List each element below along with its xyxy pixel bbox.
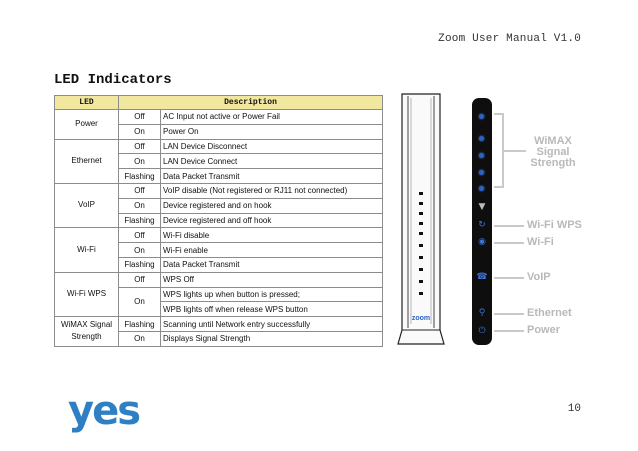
wps-leader xyxy=(494,225,524,227)
led-name-line: WiMAX Signal xyxy=(60,319,113,329)
description-cell: Data Packet Transmit xyxy=(161,169,383,184)
description-cell: Data Packet Transmit xyxy=(161,257,383,272)
callout-ethernet: Ethernet xyxy=(527,307,572,319)
wifi-leader xyxy=(494,242,524,244)
power-icon: ⏻ xyxy=(478,326,486,336)
signal-led-dot xyxy=(479,186,484,191)
device-brand: zoom xyxy=(411,315,431,322)
callout-wimax-signal xyxy=(530,136,576,169)
led-name-power: Power xyxy=(55,110,119,140)
state-cell: On xyxy=(119,243,161,258)
section-title: LED Indicators xyxy=(54,72,172,88)
led-name-wifi: Wi-Fi xyxy=(55,228,119,272)
power-leader xyxy=(494,330,524,332)
description-cell: WPS Off xyxy=(161,272,383,287)
description-cell: Scanning until Network entry successfully xyxy=(161,317,383,332)
signal-led-dot xyxy=(479,136,484,141)
wifi-icon: ◉ xyxy=(478,237,486,247)
state-cell: Flashing xyxy=(119,317,161,332)
led-name-ethernet: Ethernet xyxy=(55,139,119,183)
callout-wifi-wps: Wi-Fi WPS xyxy=(527,219,582,231)
callout-line: WiMAX xyxy=(534,135,572,147)
yes-logo xyxy=(66,390,158,436)
manual-title: Zoom User Manual V1.0 xyxy=(438,33,581,45)
table-row xyxy=(55,317,383,332)
led-name-wps: Wi-Fi WPS xyxy=(55,272,119,316)
callout-line: Signal xyxy=(536,146,570,158)
state-cell: Off xyxy=(119,183,161,198)
state-cell: Flashing xyxy=(119,213,161,228)
description-cell: WPB lights off when release WPS button xyxy=(161,302,383,317)
description-cell: Displays Signal Strength xyxy=(161,331,383,346)
wps-icon: ↻ xyxy=(478,220,486,230)
header-description: Description xyxy=(119,96,383,110)
signal-icon: ▼ xyxy=(478,202,486,212)
led-name-wimax xyxy=(55,317,119,347)
led-table xyxy=(54,95,383,347)
state-cell: Flashing xyxy=(119,257,161,272)
table-row xyxy=(55,272,383,287)
state-cell: Off xyxy=(119,272,161,287)
header-led: LED xyxy=(55,96,119,110)
table-row xyxy=(55,110,383,125)
state-cell: On xyxy=(119,198,161,213)
state-cell: Flashing xyxy=(119,169,161,184)
logo-text: yes xyxy=(68,390,140,434)
table-row xyxy=(55,228,383,243)
led-panel xyxy=(472,98,492,345)
state-cell: On xyxy=(119,124,161,139)
description-cell: LAN Device Connect xyxy=(161,154,383,169)
signal-leader xyxy=(504,150,526,152)
callout-line: Strength xyxy=(530,157,576,169)
description-cell: Power On xyxy=(161,124,383,139)
table-row xyxy=(55,139,383,154)
description-cell: Wi-Fi enable xyxy=(161,243,383,258)
callout-voip: VoIP xyxy=(527,271,551,283)
signal-led-dot xyxy=(479,170,484,175)
signal-led-dot xyxy=(479,153,484,158)
signal-led-dot xyxy=(479,114,484,119)
table-header-row xyxy=(55,96,383,110)
table-row xyxy=(55,183,383,198)
description-cell: WPS lights up when button is pressed; xyxy=(161,287,383,302)
page-number: 10 xyxy=(567,403,581,415)
device-illustration xyxy=(396,92,446,346)
description-cell: LAN Device Disconnect xyxy=(161,139,383,154)
callout-wifi: Wi-Fi xyxy=(527,236,554,248)
voip-leader xyxy=(494,277,524,279)
state-cell: Off xyxy=(119,110,161,125)
description-cell: Device registered and off hook xyxy=(161,213,383,228)
phone-icon: ☎ xyxy=(476,272,488,282)
description-cell: Wi-Fi disable xyxy=(161,228,383,243)
callout-power: Power xyxy=(527,324,561,336)
state-cell: On xyxy=(119,331,161,346)
description-cell: AC Input not active or Power Fail xyxy=(161,110,383,125)
ethernet-icon: ⚲ xyxy=(478,308,486,318)
signal-bracket xyxy=(494,113,504,188)
led-name-voip: VoIP xyxy=(55,183,119,227)
state-cell: Off xyxy=(119,139,161,154)
state-cell: Off xyxy=(119,228,161,243)
led-name-line: Strength xyxy=(71,332,102,342)
state-cell: On xyxy=(119,287,161,317)
description-cell: VoIP disable (Not registered or RJ11 not connected) xyxy=(161,183,383,198)
state-cell: On xyxy=(119,154,161,169)
description-cell: Device registered and on hook xyxy=(161,198,383,213)
ethernet-leader xyxy=(494,313,524,315)
